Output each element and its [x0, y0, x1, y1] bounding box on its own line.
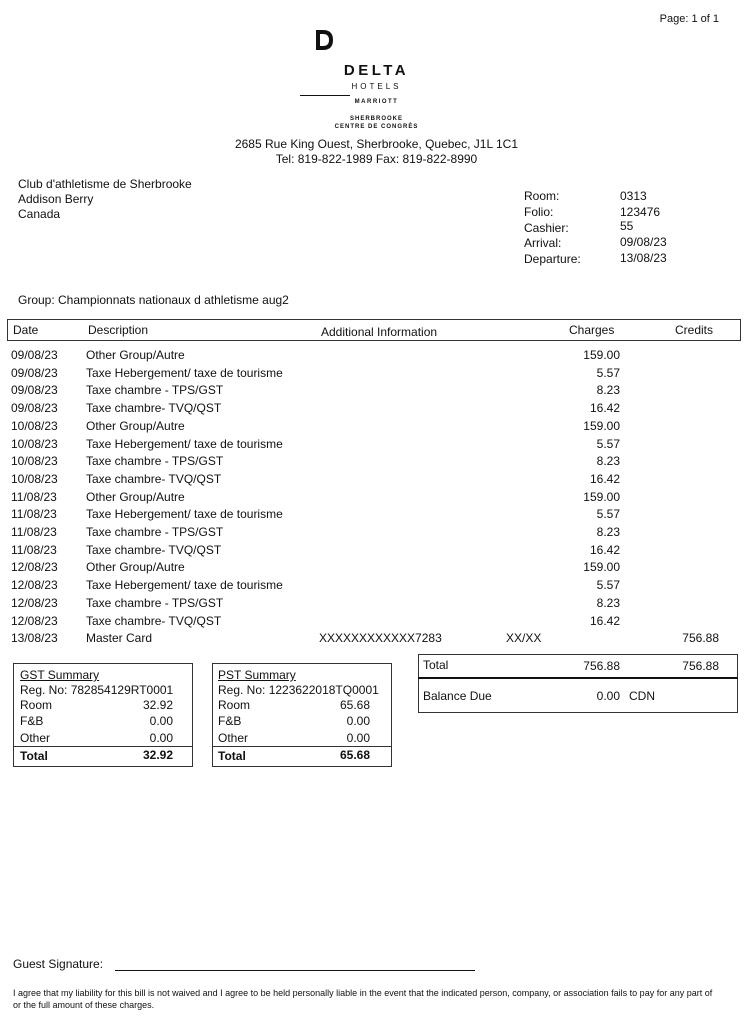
group-name: Group: Championnats nationaux d athletisme aug2 — [18, 293, 289, 307]
balance-label: Balance Due — [423, 689, 492, 703]
row-charge: 16.42 — [589, 614, 620, 628]
gst-summary-title: GST Summary — [20, 668, 100, 682]
row-charge: 5.57 — [596, 366, 620, 380]
payment-card-expiry: XX/XX — [506, 631, 542, 645]
gst-fb-value: 0.00 — [149, 714, 173, 728]
row-charge: 16.42 — [589, 472, 620, 486]
liability-disclaimer: I agree that my liability for this bill is not waived and I agree to be held personally liable in the event that the indicated person, company, or association fails to pay for any part of or the full amount of these charges. — [13, 988, 713, 1010]
row-description: Taxe chambre- TVQ/QST — [86, 614, 222, 628]
room-label: Room: — [524, 189, 560, 203]
brand-location-1: SHERBROOKE — [349, 116, 403, 122]
row-date: 11/08/23 — [11, 525, 57, 539]
row-description: Taxe chambre - TPS/GST — [86, 525, 224, 539]
hotel-phone: Tel: 819-822-1989 Fax: 819-822-8990 — [275, 152, 478, 166]
folio-label: Folio: — [524, 205, 554, 219]
folio-value: 123476 — [620, 205, 661, 219]
row-date: 10/08/23 — [11, 419, 58, 433]
row-date: 10/08/23 — [11, 437, 58, 451]
row-description: Taxe chambre - TPS/GST — [86, 383, 224, 397]
header-credits: Credits — [675, 323, 714, 337]
header-charges: Charges — [569, 323, 615, 337]
row-charge: 5.57 — [596, 507, 620, 521]
row-description: Taxe chambre- TVQ/QST — [86, 472, 222, 486]
total-charges: 756.88 — [583, 659, 620, 673]
row-charge: 8.23 — [596, 525, 620, 539]
row-charge: 159.00 — [583, 490, 620, 504]
gst-fb-label: F&B — [20, 714, 44, 728]
gst-reg-number: Reg. No: 782854129RT0001 — [20, 683, 174, 697]
row-description: Taxe Hebergement/ taxe de tourisme — [86, 578, 283, 592]
brand-location-2: CENTRE DE CONGRÈS — [334, 124, 419, 130]
cashier-value: 55 — [620, 219, 634, 233]
gst-total-label: Total — [20, 749, 48, 763]
row-description: Other Group/Autre — [86, 348, 185, 362]
payment-date: 13/08/23 — [11, 631, 58, 645]
row-date: 09/08/23 — [11, 366, 58, 380]
row-charge: 5.57 — [596, 437, 620, 451]
brand-name: DELTA — [343, 62, 410, 79]
brand-parent: MARRIOTT — [354, 99, 399, 105]
guest-organization: Club d'athletisme de Sherbrooke — [18, 177, 192, 191]
room-value: 0313 — [620, 189, 647, 203]
pst-summary-title: PST Summary — [218, 668, 296, 682]
row-date: 09/08/23 — [11, 401, 58, 415]
pst-room-label: Room — [218, 698, 251, 712]
balance-amount: 0.00 — [596, 689, 620, 703]
pst-total-label: Total — [218, 749, 246, 763]
row-date: 10/08/23 — [11, 454, 58, 468]
guest-country: Canada — [18, 207, 61, 221]
row-charge: 159.00 — [583, 560, 620, 574]
pst-reg-number: Reg. No: 1223622018TQ0001 — [218, 683, 379, 697]
row-description: Taxe Hebergement/ taxe de tourisme — [86, 366, 283, 380]
total-label: Total — [423, 658, 449, 672]
row-charge: 8.23 — [596, 454, 620, 468]
row-description: Taxe chambre- TVQ/QST — [86, 543, 222, 557]
row-description: Taxe chambre- TVQ/QST — [86, 401, 222, 415]
row-description: Taxe Hebergement/ taxe de tourisme — [86, 437, 283, 451]
row-charge: 8.23 — [596, 383, 620, 397]
row-description: Other Group/Autre — [86, 560, 185, 574]
pst-other-value: 0.00 — [346, 731, 370, 745]
totals-divider — [418, 677, 738, 679]
gst-other-value: 0.00 — [149, 731, 173, 745]
delta-logo-icon — [312, 28, 336, 52]
pst-fb-value: 0.00 — [346, 714, 370, 728]
header-additional-info: Additional Information — [321, 325, 438, 339]
row-date: 12/08/23 — [11, 578, 58, 592]
arrival-value: 09/08/23 — [620, 235, 667, 249]
row-description: Taxe chambre - TPS/GST — [86, 596, 224, 610]
arrival-label: Arrival: — [524, 236, 562, 250]
payment-description: Master Card — [86, 631, 153, 645]
cashier-label: Cashier: — [524, 221, 569, 235]
signature-label: Guest Signature: — [13, 957, 104, 971]
guest-name: Addison Berry — [18, 192, 94, 206]
gst-total-value: 32.92 — [142, 748, 173, 762]
row-date: 09/08/23 — [11, 348, 58, 362]
row-date: 11/08/23 — [11, 543, 57, 557]
gst-other-label: Other — [20, 731, 51, 745]
row-description: Other Group/Autre — [86, 419, 185, 433]
header-date: Date — [13, 323, 39, 337]
row-description: Other Group/Autre — [86, 490, 185, 504]
row-date: 12/08/23 — [11, 614, 58, 628]
row-description: Taxe Hebergement/ taxe de tourisme — [86, 507, 283, 521]
departure-value: 13/08/23 — [620, 251, 667, 265]
row-date: 11/08/23 — [11, 490, 57, 504]
payment-card-number: XXXXXXXXXXXX7283 — [319, 631, 442, 645]
gst-room-value: 32.92 — [142, 698, 173, 712]
brand-divider — [300, 95, 350, 96]
row-charge: 159.00 — [583, 348, 620, 362]
pst-other-label: Other — [218, 731, 249, 745]
pst-total-value: 65.68 — [339, 748, 370, 762]
row-charge: 8.23 — [596, 596, 620, 610]
row-charge: 16.42 — [589, 401, 620, 415]
row-date: 11/08/23 — [11, 507, 57, 521]
gst-room-label: Room — [20, 698, 53, 712]
row-charge: 16.42 — [589, 543, 620, 557]
row-date: 12/08/23 — [11, 596, 58, 610]
payment-credit: 756.88 — [682, 631, 719, 645]
row-date: 10/08/23 — [11, 472, 58, 486]
departure-label: Departure: — [524, 252, 581, 266]
row-charge: 159.00 — [583, 419, 620, 433]
pst-room-value: 65.68 — [339, 698, 370, 712]
pst-fb-label: F&B — [218, 714, 242, 728]
total-credits: 756.88 — [682, 659, 719, 673]
row-date: 12/08/23 — [11, 560, 58, 574]
signature-line[interactable] — [115, 970, 475, 971]
gst-total-divider — [14, 746, 192, 747]
brand-sub: HOTELS — [351, 82, 402, 91]
pst-total-divider — [213, 746, 391, 747]
header-description: Description — [88, 323, 149, 337]
row-charge: 5.57 — [596, 578, 620, 592]
hotel-address: 2685 Rue King Ouest, Sherbrooke, Quebec, J1L 1C1 — [234, 137, 519, 151]
page-number: Page: 1 of 1 — [659, 13, 719, 25]
balance-currency: CDN — [629, 689, 655, 703]
row-description: Taxe chambre - TPS/GST — [86, 454, 224, 468]
row-date: 09/08/23 — [11, 383, 58, 397]
